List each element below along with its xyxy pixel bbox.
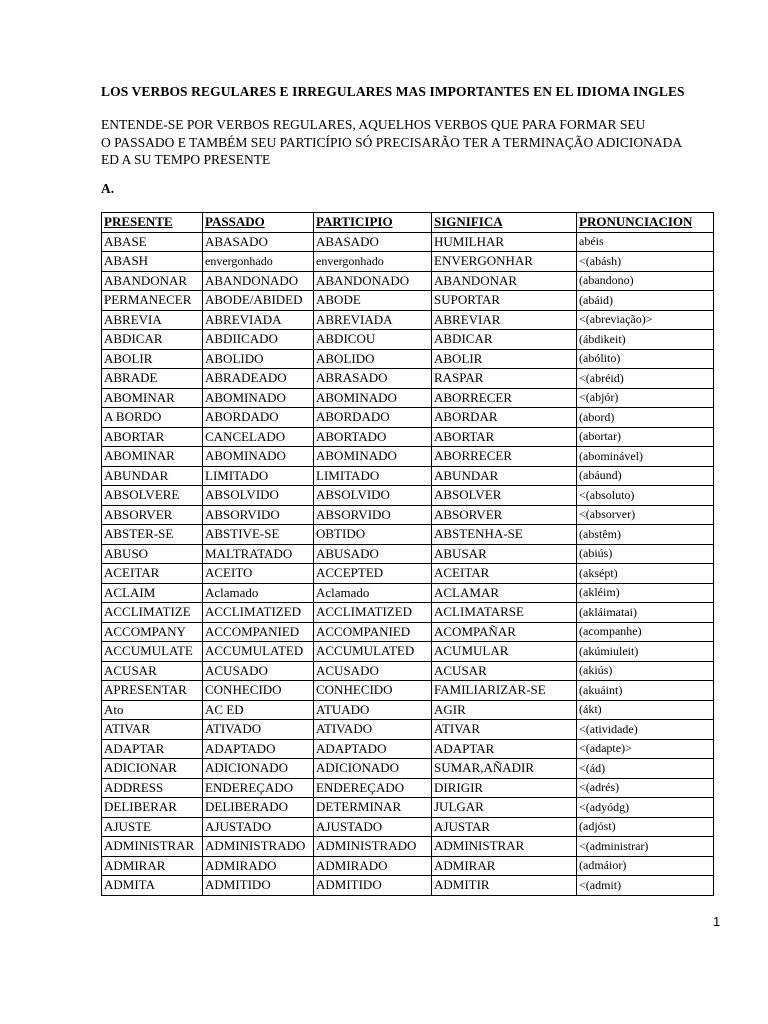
section-heading: A. [101, 181, 115, 196]
cell-pronunciacion: (abandono) [577, 271, 714, 291]
cell-presente: ACCOMPANY [102, 622, 203, 642]
table-row [102, 447, 714, 467]
cell-participio: ACCOMPANIED [314, 622, 432, 642]
cell-presente: ADMIRAR [102, 856, 203, 876]
table-row [102, 291, 714, 311]
cell-pronunciacion: (abstêm) [577, 525, 714, 545]
cell-passado: ABREVIADA [203, 310, 314, 330]
cell-participio: LIMITADO [314, 466, 432, 486]
cell-pronunciacion: <(ád) [577, 759, 714, 779]
cell-passado: ADMITIDO [203, 876, 314, 896]
cell-participio: Aclamado [314, 583, 432, 603]
table-row [102, 544, 714, 564]
cell-presente: ABASH [102, 252, 203, 272]
cell-pronunciacion: <(absoluto) [577, 486, 714, 506]
table-row [102, 369, 714, 389]
cell-passado: ABORDADO [203, 408, 314, 428]
cell-participio: ADMIRADO [314, 856, 432, 876]
cell-passado: MALTRATADO [203, 544, 314, 564]
cell-passado: ADMIRADO [203, 856, 314, 876]
cell-pronunciacion: (abáid) [577, 291, 714, 311]
cell-passado: DELIBERADO [203, 798, 314, 818]
cell-presente: ABANDONAR [102, 271, 203, 291]
cell-pronunciacion: (acompanhe) [577, 622, 714, 642]
cell-participio: ABRASADO [314, 369, 432, 389]
cell-pronunciacion: <(absorver) [577, 505, 714, 525]
cell-presente: ABUNDAR [102, 466, 203, 486]
cell-pronunciacion: <(abásh) [577, 252, 714, 272]
cell-passado: ACUSADO [203, 661, 314, 681]
cell-pronunciacion: <(adapte)> [577, 739, 714, 759]
cell-significa: ABORTAR [432, 427, 577, 447]
cell-participio: ABOMINADO [314, 388, 432, 408]
cell-significa: ABORRECER [432, 388, 577, 408]
cell-presente: ACLAIM [102, 583, 203, 603]
cell-significa: ACUSAR [432, 661, 577, 681]
cell-presente: ADICIONAR [102, 759, 203, 779]
table-row [102, 252, 714, 272]
cell-participio: AJUSTADO [314, 817, 432, 837]
cell-presente: ABREVIA [102, 310, 203, 330]
cell-presente: ABORTAR [102, 427, 203, 447]
cell-presente: ABSOLVERE [102, 486, 203, 506]
cell-significa: ADAPTAR [432, 739, 577, 759]
cell-participio: ADAPTADO [314, 739, 432, 759]
cell-significa: AJUSTAR [432, 817, 577, 837]
cell-presente: ADDRESS [102, 778, 203, 798]
cell-participio: ACUSADO [314, 661, 432, 681]
cell-pronunciacion: <(atividade) [577, 720, 714, 740]
cell-passado: ABRADEADO [203, 369, 314, 389]
table-row [102, 700, 714, 720]
page-number: 1 [713, 914, 721, 929]
cell-presente: ATIVAR [102, 720, 203, 740]
cell-significa: DIRIGIR [432, 778, 577, 798]
table-row [102, 856, 714, 876]
table-row [102, 388, 714, 408]
cell-passado: ABSOLVIDO [203, 486, 314, 506]
cell-participio: ABASADO [314, 232, 432, 252]
header-passado: PASSADO [203, 213, 314, 233]
cell-pronunciacion: (akúmiuleit) [577, 642, 714, 662]
cell-significa: ABORDAR [432, 408, 577, 428]
cell-passado: ACCUMULATED [203, 642, 314, 662]
cell-participio: ABSORVIDO [314, 505, 432, 525]
cell-significa: RASPAR [432, 369, 577, 389]
cell-participio: ABORDADO [314, 408, 432, 428]
cell-significa: ABANDONAR [432, 271, 577, 291]
cell-participio: ABUSADO [314, 544, 432, 564]
table-row [102, 349, 714, 369]
cell-participio: ABOLIDO [314, 349, 432, 369]
cell-participio: ABSOLVIDO [314, 486, 432, 506]
cell-presente: ABUSO [102, 544, 203, 564]
cell-presente: ACEITAR [102, 564, 203, 584]
table-row [102, 837, 714, 857]
cell-pronunciacion: (abiús) [577, 544, 714, 564]
cell-presente: ABOLIR [102, 349, 203, 369]
cell-pronunciacion: <(abreviação)> [577, 310, 714, 330]
cell-participio: OBTIDO [314, 525, 432, 545]
cell-pronunciacion: (abortar) [577, 427, 714, 447]
cell-participio: ADMINISTRADO [314, 837, 432, 857]
cell-passado: ABSORVIDO [203, 505, 314, 525]
cell-passado: ADICIONADO [203, 759, 314, 779]
table-row [102, 330, 714, 350]
cell-pronunciacion: (ákt) [577, 700, 714, 720]
cell-participio: ADICIONADO [314, 759, 432, 779]
cell-significa: ENVERGONHAR [432, 252, 577, 272]
header-presente: PRESENTE [102, 213, 203, 233]
cell-presente: ACCLIMATIZE [102, 603, 203, 623]
cell-participio: ABOMINADO [314, 447, 432, 467]
cell-passado: ABOMINADO [203, 388, 314, 408]
table-row [102, 778, 714, 798]
cell-significa: ADMINISTRAR [432, 837, 577, 857]
cell-significa: ABOLIR [432, 349, 577, 369]
cell-passado: ADMINISTRADO [203, 837, 314, 857]
cell-passado: ABASADO [203, 232, 314, 252]
cell-participio: ADMITIDO [314, 876, 432, 896]
cell-presente: ABOMINAR [102, 447, 203, 467]
cell-pronunciacion: (abord) [577, 408, 714, 428]
verbs-table [101, 212, 714, 896]
cell-presente: ADMITA [102, 876, 203, 896]
table-row [102, 564, 714, 584]
cell-presente: ABDICAR [102, 330, 203, 350]
cell-presente: ABRADE [102, 369, 203, 389]
cell-pronunciacion: <(abréid) [577, 369, 714, 389]
cell-significa: SUPORTAR [432, 291, 577, 311]
cell-significa: ACEITAR [432, 564, 577, 584]
cell-pronunciacion: (admáior) [577, 856, 714, 876]
cell-significa: ABUNDAR [432, 466, 577, 486]
table-row [102, 310, 714, 330]
cell-passado: LIMITADO [203, 466, 314, 486]
table-row [102, 427, 714, 447]
cell-passado: ATIVADO [203, 720, 314, 740]
intro-line: ENTENDE-SE POR VERBOS REGULARES, AQUELHOS VERBOS QUE PARA FORMAR SEU [101, 117, 646, 132]
cell-passado: ENDEREÇADO [203, 778, 314, 798]
cell-participio: ENDEREÇADO [314, 778, 432, 798]
cell-presente: A BORDO [102, 408, 203, 428]
table-row [102, 583, 714, 603]
cell-passado: AC ED [203, 700, 314, 720]
cell-participio: ABODE [314, 291, 432, 311]
header-pronunciacion: PRONUNCIACION [577, 213, 714, 233]
cell-passado: ABOMINADO [203, 447, 314, 467]
cell-significa: HUMILHAR [432, 232, 577, 252]
cell-participio: ACCUMULATED [314, 642, 432, 662]
header-participio: PARTICIPIO [314, 213, 432, 233]
document-title: LOS VERBOS REGULARES E IRREGULARES MAS IMPORTANTES EN EL IDIOMA INGLES [101, 84, 685, 99]
cell-passado: envergonhado [203, 252, 314, 272]
cell-pronunciacion: (akuáint) [577, 681, 714, 701]
cell-pronunciacion: <(adrés) [577, 778, 714, 798]
cell-significa: ADMIRAR [432, 856, 577, 876]
table-row [102, 681, 714, 701]
cell-presente: ABSORVER [102, 505, 203, 525]
cell-presente: ABOMINAR [102, 388, 203, 408]
cell-participio: ATUADO [314, 700, 432, 720]
cell-presente: ADMINISTRAR [102, 837, 203, 857]
cell-significa: JULGAR [432, 798, 577, 818]
cell-passado: Aclamado [203, 583, 314, 603]
table-row [102, 622, 714, 642]
cell-passado: ACCOMPANIED [203, 622, 314, 642]
cell-participio: ACCEPTED [314, 564, 432, 584]
cell-passado: ADAPTADO [203, 739, 314, 759]
cell-passado: ABDIICADO [203, 330, 314, 350]
table-row [102, 642, 714, 662]
cell-pronunciacion: (abáund) [577, 466, 714, 486]
cell-presente: ACUSAR [102, 661, 203, 681]
cell-passado: ABANDONADO [203, 271, 314, 291]
table-row [102, 759, 714, 779]
table-row [102, 661, 714, 681]
intro-line: ED A SU TEMPO PRESENTE [101, 152, 271, 167]
cell-significa: ADMITIR [432, 876, 577, 896]
cell-presente: ACCUMULATE [102, 642, 203, 662]
cell-pronunciacion: (akláimatai) [577, 603, 714, 623]
cell-participio: CONHECIDO [314, 681, 432, 701]
table-row [102, 798, 714, 818]
cell-significa: ABSTENHA-SE [432, 525, 577, 545]
cell-significa: ACOMPAÑAR [432, 622, 577, 642]
cell-passado: ABSTIVE-SE [203, 525, 314, 545]
cell-passado: CANCELADO [203, 427, 314, 447]
cell-pronunciacion: (akiús) [577, 661, 714, 681]
cell-pronunciacion: (akléim) [577, 583, 714, 603]
table-row [102, 408, 714, 428]
table-row [102, 505, 714, 525]
cell-pronunciacion: (abólito) [577, 349, 714, 369]
header-significa: SIGNIFICA [432, 213, 577, 233]
cell-significa: ABDICAR [432, 330, 577, 350]
cell-significa: ACLIMATARSE [432, 603, 577, 623]
cell-significa: FAMILIARIZAR-SE [432, 681, 577, 701]
cell-pronunciacion: <(administrar) [577, 837, 714, 857]
table-header-row [102, 213, 714, 233]
cell-participio: ACCLIMATIZED [314, 603, 432, 623]
cell-presente: Ato [102, 700, 203, 720]
cell-participio: ABORTADO [314, 427, 432, 447]
table-row [102, 720, 714, 740]
table-row [102, 525, 714, 545]
table-row [102, 466, 714, 486]
cell-passado: ACCLIMATIZED [203, 603, 314, 623]
cell-significa: ABSOLVER [432, 486, 577, 506]
cell-significa: ACLAMAR [432, 583, 577, 603]
cell-presente: AJUSTE [102, 817, 203, 837]
cell-participio: DETERMINAR [314, 798, 432, 818]
cell-pronunciacion: (abominável) [577, 447, 714, 467]
cell-pronunciacion: (aksépt) [577, 564, 714, 584]
table-row [102, 603, 714, 623]
cell-significa: AGIR [432, 700, 577, 720]
table-row [102, 876, 714, 896]
cell-passado: CONHECIDO [203, 681, 314, 701]
cell-presente: PERMANECER [102, 291, 203, 311]
cell-participio: ATIVADO [314, 720, 432, 740]
cell-pronunciacion: (adjóst) [577, 817, 714, 837]
cell-pronunciacion: abéis [577, 232, 714, 252]
table-row [102, 817, 714, 837]
cell-participio: ABANDONADO [314, 271, 432, 291]
cell-pronunciacion: <(adyódg) [577, 798, 714, 818]
cell-pronunciacion: (ábdikeit) [577, 330, 714, 350]
cell-participio: ABREVIADA [314, 310, 432, 330]
cell-significa: SUMAR,AÑADIR [432, 759, 577, 779]
cell-participio: ABDICOU [314, 330, 432, 350]
cell-passado: ABODE/ABIDED [203, 291, 314, 311]
cell-passado: ABOLIDO [203, 349, 314, 369]
cell-significa: ABUSAR [432, 544, 577, 564]
cell-participio: envergonhado [314, 252, 432, 272]
cell-presente: DELIBERAR [102, 798, 203, 818]
intro-paragraph [101, 116, 682, 169]
cell-significa: ABORRECER [432, 447, 577, 467]
table-row [102, 271, 714, 291]
cell-passado: AJUSTADO [203, 817, 314, 837]
table-row [102, 739, 714, 759]
table-row [102, 232, 714, 252]
cell-significa: ATIVAR [432, 720, 577, 740]
cell-significa: ABREVIAR [432, 310, 577, 330]
cell-presente: ABSTER-SE [102, 525, 203, 545]
cell-significa: ABSORVER [432, 505, 577, 525]
intro-line: O PASSADO E TAMBÉM SEU PARTICÍPIO SÓ PRECISARÃO TER A TERMINAÇÃO ADICIONADA [101, 134, 683, 150]
cell-pronunciacion: <(admit) [577, 876, 714, 896]
cell-significa: ACUMULAR [432, 642, 577, 662]
cell-passado: ACEITO [203, 564, 314, 584]
table-row [102, 486, 714, 506]
cell-presente: APRESENTAR [102, 681, 203, 701]
cell-presente: ABASE [102, 232, 203, 252]
table-body [102, 232, 714, 895]
cell-pronunciacion: <(abjór) [577, 388, 714, 408]
cell-presente: ADAPTAR [102, 739, 203, 759]
